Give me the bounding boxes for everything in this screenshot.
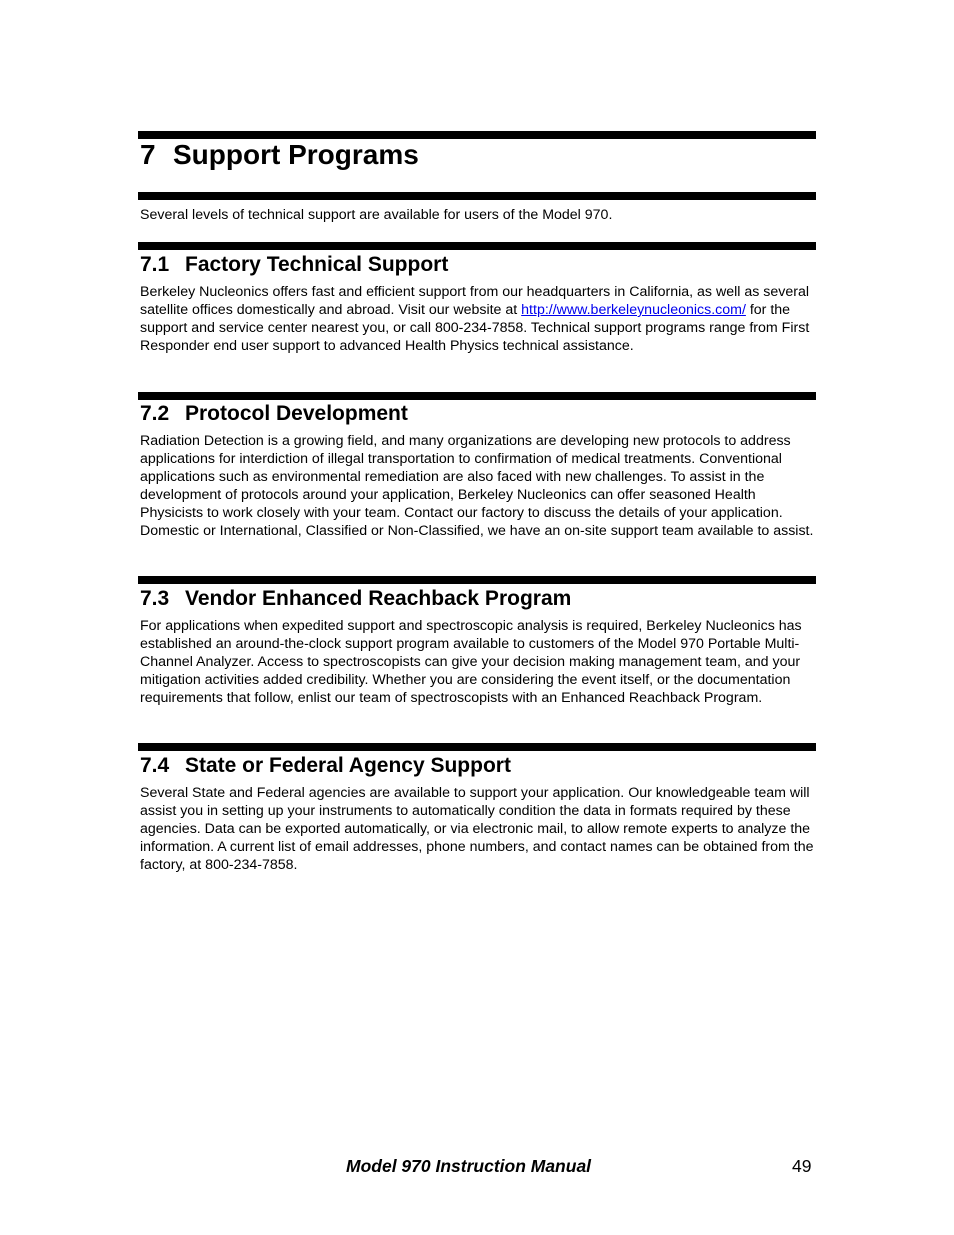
section-7-1-body	[140, 283, 816, 355]
page-number: 49	[792, 1156, 812, 1176]
section-number: 7.2	[140, 402, 170, 425]
section-7-3-rule	[138, 576, 816, 584]
chapter-bottom-rule	[138, 192, 816, 200]
body-text-after-link: for the support and service center nearest you, or call 800-234-7858. Technical support programs range from First Responder end user support to advanced Health Physics technical assistance.	[140, 302, 810, 354]
section-7-2-body: Radiation Detection is a growing field, and many organizations are developing new protocols to address applications for interdiction of illegal transportation to confirmation of medical treatments. Conventional applications such as environmental remediation are also faced with new challenges. To assist in the development of protocols around your application, Berkeley Nucleonics can offer seasoned Health Physicists to work closely with your team. Contact our factory to discuss the details of your application. Domestic or International, Classified or Non-Classified, we have an on-site support team available to assist.	[140, 433, 814, 539]
section-7-3-body: For applications when expedited support and spectroscopic analysis is required, Berkeley Nucleonics has established an around-the-clock support program available to customers of the Model 970 Portable Multi-Channel Analyzer. Access to spectroscopists can give your decision making management team, and your mitigation activities added credibility. Whether you are considering the event itself, or the documentation requirements that follow, enlist our team of spectroscopists with an Enhanced Reachback Program.	[140, 618, 802, 706]
section-title: Protocol Development	[185, 402, 408, 425]
chapter-title	[140, 139, 419, 171]
section-number: 7.4	[140, 754, 170, 777]
section-7-2-rule	[138, 392, 816, 400]
section-title: State or Federal Agency Support	[185, 754, 511, 777]
section-number: 7.3	[140, 587, 170, 610]
chapter-number: 7	[140, 139, 156, 170]
section-7-2-heading	[140, 402, 408, 426]
chapter-title-text: Support Programs	[173, 139, 419, 170]
chapter-top-rule	[138, 131, 816, 139]
section-7-1-heading	[140, 253, 448, 277]
section-number: 7.1	[140, 253, 170, 276]
section-title: Vendor Enhanced Reachback Program	[185, 587, 572, 610]
footer-manual-title: Model 970 Instruction Manual	[346, 1156, 592, 1176]
section-7-4-heading	[140, 754, 511, 778]
section-7-1-rule	[138, 242, 816, 250]
body-text-before-link: Berkeley Nucleonics offers fast and efficient support from our headquarters in California, as well as several satellite offices domestically and abroad. Visit our website at	[140, 284, 809, 318]
section-7-3-heading	[140, 587, 571, 611]
website-link[interactable]: http://www.berkeleynucleonics.com/	[521, 302, 746, 318]
chapter-intro: Several levels of technical support are available for users of the Model 970.	[140, 207, 613, 223]
section-7-4-rule	[138, 743, 816, 751]
section-title: Factory Technical Support	[185, 253, 449, 276]
section-7-4-body: Several State and Federal agencies are available to support your application. Our knowledgeable team will assist you in setting up your instruments to automatically condition the data in formats required by these agencies. Data can be exported automatically, or via electronic mail, to allow remote experts to analyze the information. A current list of email addresses, phone numbers, and contact names can be obtained from the factory, at 800-234-7858.	[140, 785, 814, 873]
